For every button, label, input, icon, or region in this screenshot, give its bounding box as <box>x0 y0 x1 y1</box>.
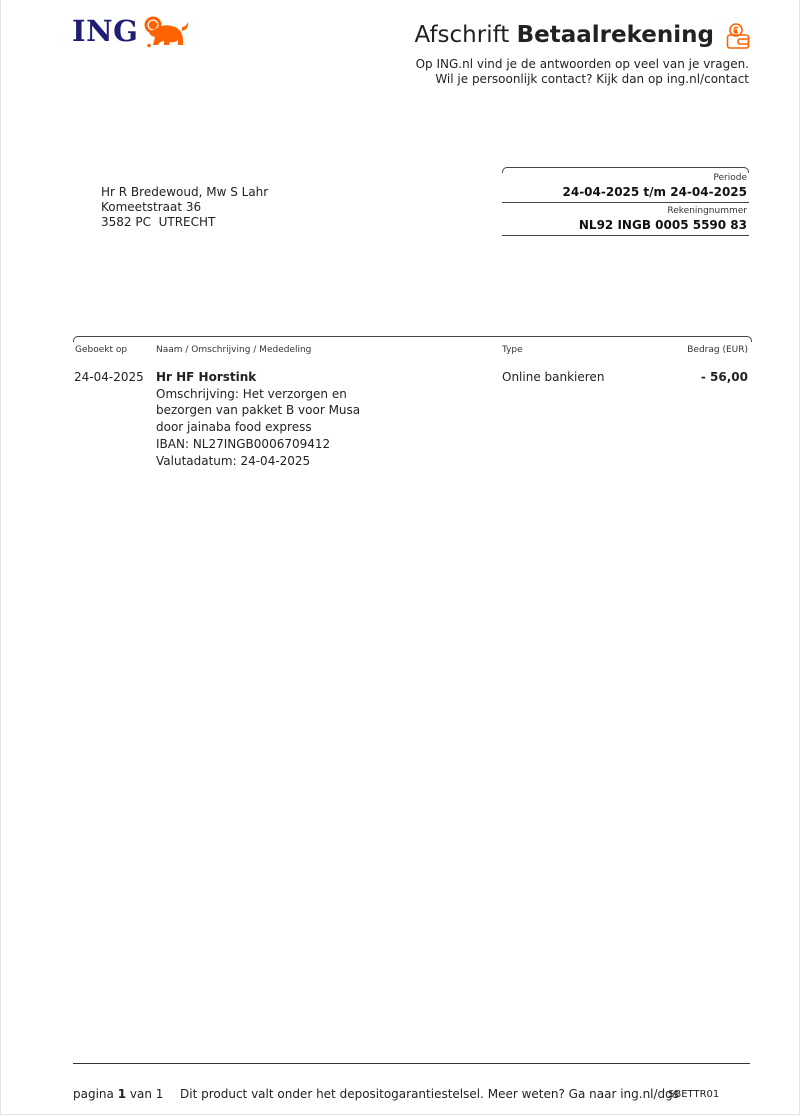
logo-text: ING <box>72 13 139 48</box>
page-number <box>73 1087 163 1101</box>
row-amount: - 56,00 <box>700 370 748 384</box>
page-current: 1 <box>117 1087 127 1101</box>
help-line-1: Op ING.nl vind je de antwoorden op veel van je vragen. <box>415 57 749 71</box>
footer-rule <box>73 1063 750 1064</box>
ing-logo <box>72 14 190 48</box>
row-date: 24-04-2025 <box>74 370 144 384</box>
address-block <box>101 185 268 230</box>
row-description <box>156 369 360 469</box>
address-city: 3582 PC UTRECHT <box>101 215 216 229</box>
header-amount: Bedrag (EUR) <box>687 345 748 355</box>
header-date: Geboekt op <box>75 345 128 355</box>
address-name: Hr R Bredewoud, Mw S Lahr <box>101 185 269 199</box>
box-bottom-rule <box>502 235 749 236</box>
wallet-icon <box>725 22 751 50</box>
row-line: bezorgen van pakket B voor Musa <box>156 403 361 418</box>
period-value: 24-04-2025 t/m 24-04-2025 <box>562 185 747 199</box>
help-text <box>416 57 749 87</box>
page-suffix: van 1 <box>129 1087 164 1101</box>
account-number-label: Rekeningnummer <box>667 206 747 216</box>
document-title <box>415 22 714 48</box>
row-type: Online bankieren <box>502 370 605 384</box>
period-label: Periode <box>713 173 747 183</box>
account-number-value: NL92 INGB 0005 5590 83 <box>578 218 747 232</box>
title-light: Afschrift <box>414 22 510 48</box>
row-line: Valutadatum: 24-04-2025 <box>156 453 311 468</box>
box-divider <box>502 202 749 203</box>
page-prefix: pagina <box>73 1087 114 1101</box>
header-type: Type <box>502 345 523 355</box>
row-line: Omschrijving: Het verzorgen en <box>156 386 347 401</box>
row-name: Hr HF Horstink <box>156 370 257 384</box>
row-line: IBAN: NL27INGB0006709412 <box>156 436 331 451</box>
row-line: door jainaba food express <box>156 420 312 435</box>
address-street: Komeetstraat 36 <box>101 200 202 214</box>
account-info-box <box>502 167 749 239</box>
document-code: SBETTR01 <box>668 1089 720 1100</box>
title-bold: Betaalrekening <box>516 22 714 48</box>
table-header-rule <box>73 336 752 342</box>
lion-icon <box>142 14 190 48</box>
deposit-notice: Dit product valt onder het depositogarantiestelsel. Meer weten? Ga naar ing.nl/dgs <box>180 1087 680 1101</box>
help-line-2: Wil je persoonlijk contact? Kijk dan op ing.nl/contact <box>435 72 749 86</box>
header-description: Naam / Omschrijving / Mededeling <box>156 345 312 355</box>
